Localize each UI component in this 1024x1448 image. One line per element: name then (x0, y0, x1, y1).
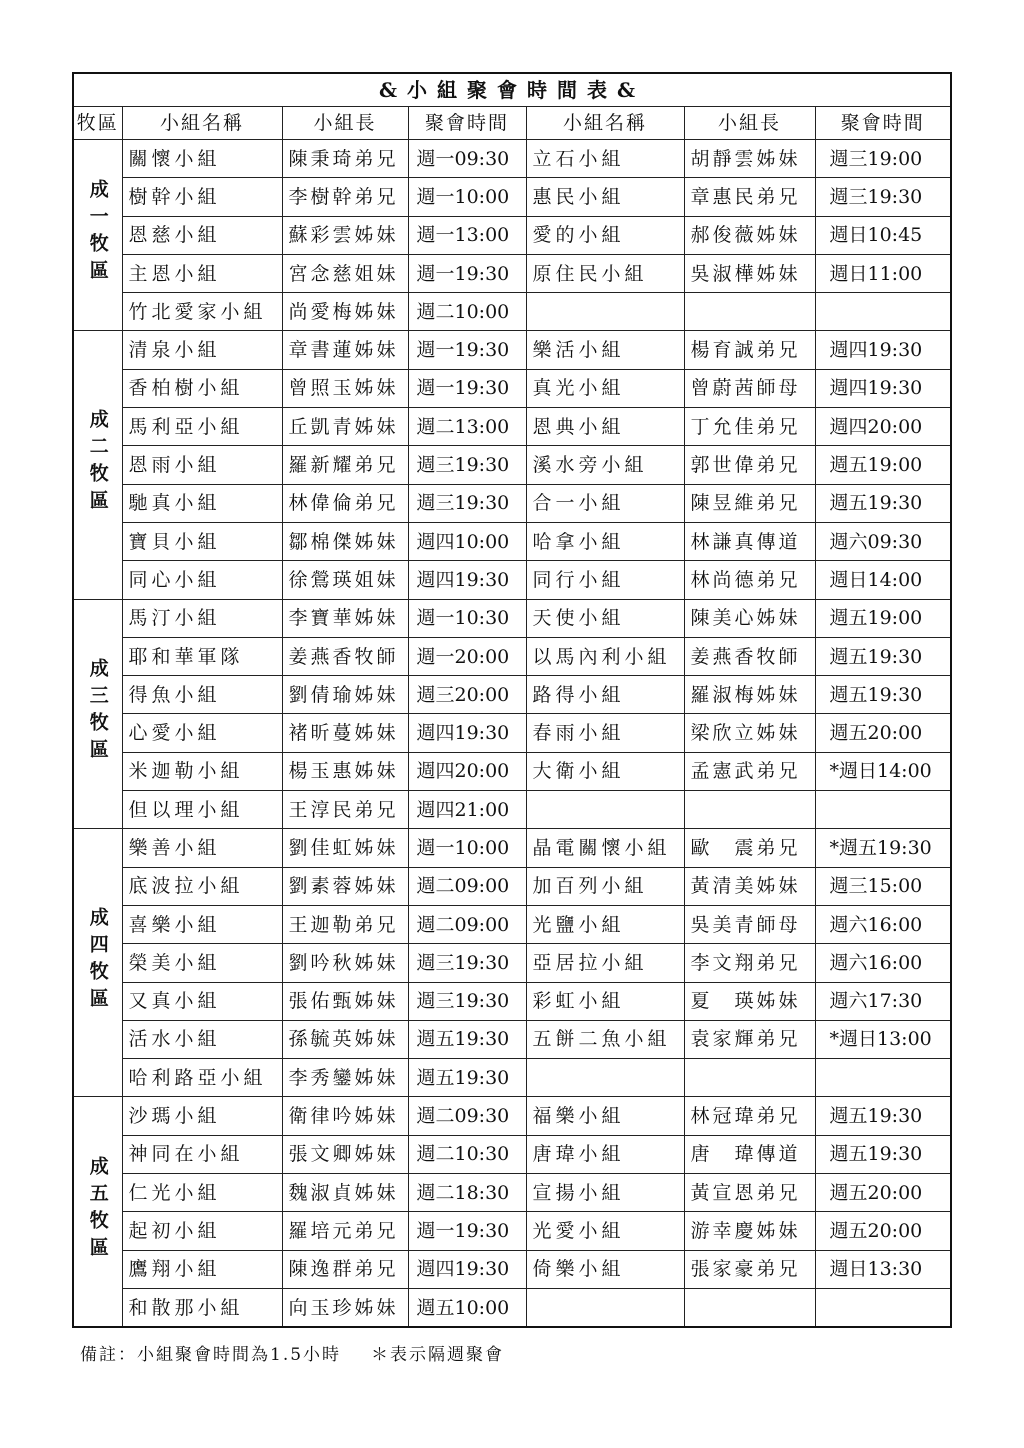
table-row (73, 982, 951, 1020)
meeting-time-2: 週五19:30 (815, 484, 951, 522)
leader-name: 曾照玉姊妹 (282, 369, 408, 407)
meeting-time-2 (815, 293, 951, 331)
meeting-time: 週三19:30 (408, 982, 526, 1020)
meeting-time-2: *週日13:00 (815, 1020, 951, 1058)
meeting-time: 週一10:30 (408, 599, 526, 637)
meeting-time-2: *週日14:00 (815, 752, 951, 790)
table-row (73, 637, 951, 675)
schedule-body (73, 140, 951, 1328)
leader-name: 魏淑貞姊妹 (282, 1174, 408, 1212)
group-name-2 (526, 293, 684, 331)
leader-name: 鄒棉傑姊妹 (282, 522, 408, 560)
table-row (73, 714, 951, 752)
leader-name: 楊玉惠姊妹 (282, 752, 408, 790)
group-name-2: 真光小組 (526, 369, 684, 407)
group-name: 恩慈小組 (122, 216, 282, 254)
parish-label (73, 140, 122, 331)
group-name: 活水小組 (122, 1020, 282, 1058)
meeting-time-2 (815, 1059, 951, 1097)
table-row (73, 944, 951, 982)
table-row (73, 867, 951, 905)
table-row (73, 752, 951, 790)
group-name-2: 哈拿小組 (526, 522, 684, 560)
leader-name-2: 張家豪弟兄 (684, 1250, 815, 1288)
leader-name-2: 唐 瑋傳道 (684, 1135, 815, 1173)
leader-name: 宮念慈姐妹 (282, 254, 408, 292)
group-name: 米迦勒小組 (122, 752, 282, 790)
group-name-2: 福樂小組 (526, 1097, 684, 1135)
group-name: 鷹翔小組 (122, 1250, 282, 1288)
meeting-time-2: 週五19:00 (815, 446, 951, 484)
table-title: &小組聚會時間表& (73, 73, 951, 107)
meeting-time-2: *週五19:30 (815, 829, 951, 867)
group-name: 樹幹小組 (122, 178, 282, 216)
leader-name: 陳秉琦弟兄 (282, 140, 408, 178)
group-name: 寶貝小組 (122, 522, 282, 560)
meeting-time-2: 週五19:30 (815, 676, 951, 714)
leader-name: 劉素蓉姊妹 (282, 867, 408, 905)
group-name-2: 大衛小組 (526, 752, 684, 790)
leader-name: 李樹幹弟兄 (282, 178, 408, 216)
meeting-time-2: 週四20:00 (815, 408, 951, 446)
parish-label (73, 1097, 122, 1327)
table-row (73, 1250, 951, 1288)
table-row (73, 1059, 951, 1097)
table-row (73, 293, 951, 331)
leader-name: 姜燕香牧師 (282, 637, 408, 675)
leader-name-2: 丁允佳弟兄 (684, 408, 815, 446)
leader-name-2: 胡靜雲姊妹 (684, 140, 815, 178)
group-name-2: 同行小組 (526, 561, 684, 599)
group-name: 竹北愛家小組 (122, 293, 282, 331)
parish-name: 成一牧區 (86, 179, 109, 288)
group-name-2: 光鹽小組 (526, 905, 684, 943)
title-row (73, 73, 951, 107)
group-name-2: 樂活小組 (526, 331, 684, 369)
group-name-2: 彩虹小組 (526, 982, 684, 1020)
group-name-2: 原住民小組 (526, 254, 684, 292)
group-name: 得魚小組 (122, 676, 282, 714)
leader-name: 王迦勒弟兄 (282, 905, 408, 943)
meeting-time: 週四19:30 (408, 1250, 526, 1288)
leader-name-2: 郭世偉弟兄 (684, 446, 815, 484)
header-row (73, 107, 951, 140)
meeting-time-2: 週四19:30 (815, 331, 951, 369)
group-name: 主恩小組 (122, 254, 282, 292)
leader-name: 劉倩瑜姊妹 (282, 676, 408, 714)
meeting-time: 週二09:30 (408, 1097, 526, 1135)
meeting-time: 週二09:00 (408, 867, 526, 905)
group-name-2 (526, 1288, 684, 1327)
leader-name-2 (684, 791, 815, 829)
group-name-2: 合一小組 (526, 484, 684, 522)
leader-name-2: 陳昱維弟兄 (684, 484, 815, 522)
table-row (73, 1212, 951, 1250)
meeting-time: 週二18:30 (408, 1174, 526, 1212)
group-name: 心愛小組 (122, 714, 282, 752)
table-row (73, 446, 951, 484)
parish-name: 成二牧區 (86, 409, 109, 518)
group-name-2: 唐瑋小組 (526, 1135, 684, 1173)
meeting-time: 週二13:00 (408, 408, 526, 446)
group-name: 恩雨小組 (122, 446, 282, 484)
meeting-time: 週一09:30 (408, 140, 526, 178)
group-name: 哈利路亞小組 (122, 1059, 282, 1097)
group-name: 沙瑪小組 (122, 1097, 282, 1135)
footnote (80, 1340, 504, 1365)
group-name: 底波拉小組 (122, 867, 282, 905)
leader-name-2: 陳美心姊妹 (684, 599, 815, 637)
meeting-time-2: 週六16:00 (815, 944, 951, 982)
leader-name: 張文卿姊妹 (282, 1135, 408, 1173)
group-name: 喜樂小組 (122, 905, 282, 943)
meeting-time-2: 週五20:00 (815, 1174, 951, 1212)
meeting-time: 週三19:30 (408, 484, 526, 522)
table-row (73, 829, 951, 867)
table-row (73, 216, 951, 254)
meeting-time-2: 週五19:30 (815, 1135, 951, 1173)
group-name-2: 亞居拉小組 (526, 944, 684, 982)
table-row (73, 408, 951, 446)
meeting-time: 週一20:00 (408, 637, 526, 675)
meeting-time: 週五19:30 (408, 1059, 526, 1097)
meeting-time-2: 週日10:45 (815, 216, 951, 254)
table-row (73, 178, 951, 216)
leader-name-2: 孟憲武弟兄 (684, 752, 815, 790)
leader-name: 王淳民弟兄 (282, 791, 408, 829)
leader-name: 褚昕蔓姊妹 (282, 714, 408, 752)
meeting-time-2: 週六16:00 (815, 905, 951, 943)
meeting-time: 週三20:00 (408, 676, 526, 714)
meeting-time-2: 週日14:00 (815, 561, 951, 599)
group-name: 和散那小組 (122, 1288, 282, 1327)
group-name: 馳真小組 (122, 484, 282, 522)
table-row (73, 1135, 951, 1173)
header-meeting-time: 聚會時間 (408, 107, 526, 140)
parish-name: 成五牧區 (86, 1155, 109, 1264)
leader-name-2: 郝俊薇姊妹 (684, 216, 815, 254)
group-name-2: 以馬內利小組 (526, 637, 684, 675)
leader-name: 羅培元弟兄 (282, 1212, 408, 1250)
group-name-2 (526, 791, 684, 829)
group-name: 馬利亞小組 (122, 408, 282, 446)
meeting-time-2: 週五20:00 (815, 1212, 951, 1250)
leader-name-2: 吳美青師母 (684, 905, 815, 943)
meeting-time: 週四19:30 (408, 561, 526, 599)
group-name: 關懷小組 (122, 140, 282, 178)
group-name-2: 恩典小組 (526, 408, 684, 446)
leader-name: 劉吟秋姊妹 (282, 944, 408, 982)
header-meeting-time-2: 聚會時間 (815, 107, 951, 140)
group-name: 起初小組 (122, 1212, 282, 1250)
meeting-time: 週三19:30 (408, 944, 526, 982)
leader-name: 劉佳虹姊妹 (282, 829, 408, 867)
table-row (73, 254, 951, 292)
group-name-2: 立石小組 (526, 140, 684, 178)
meeting-time: 週三19:30 (408, 446, 526, 484)
table-row (73, 1097, 951, 1135)
parish-label (73, 331, 122, 599)
leader-name: 衛律吟姊妹 (282, 1097, 408, 1135)
leader-name: 羅新耀弟兄 (282, 446, 408, 484)
group-name-2: 溪水旁小組 (526, 446, 684, 484)
meeting-time: 週二10:30 (408, 1135, 526, 1173)
group-name: 但以理小組 (122, 791, 282, 829)
leader-name-2: 游幸慶姊妹 (684, 1212, 815, 1250)
meeting-time-2 (815, 791, 951, 829)
meeting-time: 週一19:30 (408, 254, 526, 292)
meeting-time-2: 週六17:30 (815, 982, 951, 1020)
leader-name-2: 楊育誠弟兄 (684, 331, 815, 369)
leader-name-2: 羅淑梅姊妹 (684, 676, 815, 714)
group-name-2: 春雨小組 (526, 714, 684, 752)
table-row (73, 331, 951, 369)
group-name-2: 光愛小組 (526, 1212, 684, 1250)
leader-name-2: 梁欣立姊妹 (684, 714, 815, 752)
group-name-2: 倚樂小組 (526, 1250, 684, 1288)
meeting-time: 週一19:30 (408, 1212, 526, 1250)
header-leader-2: 小組長 (684, 107, 815, 140)
group-name: 馬汀小組 (122, 599, 282, 637)
table-row (73, 1174, 951, 1212)
group-name-2: 愛的小組 (526, 216, 684, 254)
leader-name-2: 姜燕香牧師 (684, 637, 815, 675)
header-leader: 小組長 (282, 107, 408, 140)
leader-name-2: 袁家輝弟兄 (684, 1020, 815, 1058)
leader-name: 林偉倫弟兄 (282, 484, 408, 522)
meeting-time: 週四21:00 (408, 791, 526, 829)
leader-name-2: 李文翔弟兄 (684, 944, 815, 982)
meeting-time-2: 週五19:00 (815, 599, 951, 637)
leader-name-2: 林冠瑋弟兄 (684, 1097, 815, 1135)
leader-name: 丘凱青姊妹 (282, 408, 408, 446)
group-name: 樂善小組 (122, 829, 282, 867)
leader-name-2: 章惠民弟兄 (684, 178, 815, 216)
table-row (73, 1288, 951, 1327)
meeting-time: 週一19:30 (408, 369, 526, 407)
header-parish: 牧區 (73, 107, 122, 140)
group-name-2: 惠民小組 (526, 178, 684, 216)
group-name-2 (526, 1059, 684, 1097)
leader-name-2: 林尚德弟兄 (684, 561, 815, 599)
leader-name-2: 黃宣恩弟兄 (684, 1174, 815, 1212)
meeting-time-2 (815, 1288, 951, 1327)
meeting-time-2: 週六09:30 (815, 522, 951, 560)
meeting-time: 週一10:00 (408, 178, 526, 216)
leader-name: 張佑甄姊妹 (282, 982, 408, 1020)
meeting-time-2: 週日13:30 (815, 1250, 951, 1288)
meeting-time: 週二09:00 (408, 905, 526, 943)
header-group-name-2: 小組名稱 (526, 107, 684, 140)
table-row (73, 140, 951, 178)
table-row (73, 791, 951, 829)
parish-label (73, 599, 122, 829)
leader-name-2: 黃清美姊妹 (684, 867, 815, 905)
leader-name: 向玉珍姊妹 (282, 1288, 408, 1327)
group-name: 神同在小組 (122, 1135, 282, 1173)
leader-name: 蘇彩雲姊妹 (282, 216, 408, 254)
leader-name: 孫毓英姊妹 (282, 1020, 408, 1058)
parish-name: 成三牧區 (86, 657, 109, 766)
meeting-time-2: 週五20:00 (815, 714, 951, 752)
leader-name-2 (684, 1059, 815, 1097)
footnote-duration: 備註：小組聚會時間為1.5小時 (80, 1345, 342, 1365)
meeting-time-2: 週三15:00 (815, 867, 951, 905)
meeting-time-2: 週五19:30 (815, 637, 951, 675)
group-name-2: 五餅二魚小組 (526, 1020, 684, 1058)
group-name-2: 晶電關懷小組 (526, 829, 684, 867)
group-name: 仁光小組 (122, 1174, 282, 1212)
group-name: 榮美小組 (122, 944, 282, 982)
group-name: 香柏樹小組 (122, 369, 282, 407)
parish-label (73, 829, 122, 1097)
meeting-time: 週一10:00 (408, 829, 526, 867)
meeting-time: 週五10:00 (408, 1288, 526, 1327)
meeting-time: 週四19:30 (408, 714, 526, 752)
meeting-time: 週一19:30 (408, 331, 526, 369)
table-row (73, 522, 951, 560)
parish-name: 成四牧區 (86, 906, 109, 1015)
group-name-2: 宣揚小組 (526, 1174, 684, 1212)
meeting-time-2: 週四19:30 (815, 369, 951, 407)
leader-name-2 (684, 1288, 815, 1327)
meeting-time-2: 週三19:30 (815, 178, 951, 216)
group-name: 又真小組 (122, 982, 282, 1020)
leader-name-2: 曾蔚茜師母 (684, 369, 815, 407)
leader-name-2: 夏 瑛姊妹 (684, 982, 815, 1020)
header-group-name: 小組名稱 (122, 107, 282, 140)
leader-name: 章書蓮姊妹 (282, 331, 408, 369)
leader-name-2: 林謙真傳道 (684, 522, 815, 560)
leader-name: 陳逸群弟兄 (282, 1250, 408, 1288)
leader-name: 李秀鑾姊妹 (282, 1059, 408, 1097)
table-row (73, 484, 951, 522)
table-row (73, 676, 951, 714)
meeting-time: 週四20:00 (408, 752, 526, 790)
group-name: 耶和華軍隊 (122, 637, 282, 675)
leader-name: 李寶華姊妹 (282, 599, 408, 637)
group-name: 同心小組 (122, 561, 282, 599)
meeting-time: 週二10:00 (408, 293, 526, 331)
schedule-table (72, 72, 952, 1328)
table-row (73, 905, 951, 943)
group-name-2: 加百列小組 (526, 867, 684, 905)
meeting-time: 週一13:00 (408, 216, 526, 254)
leader-name-2: 吳淑樺姊妹 (684, 254, 815, 292)
group-name: 清泉小組 (122, 331, 282, 369)
leader-name-2: 歐 震弟兄 (684, 829, 815, 867)
leader-name: 徐鶯瑛姐妹 (282, 561, 408, 599)
meeting-time-2: 週三19:00 (815, 140, 951, 178)
group-name-2: 天使小組 (526, 599, 684, 637)
footnote-asterisk-legend: ＊表示隔週聚會 (371, 1345, 505, 1365)
table-row (73, 369, 951, 407)
table-row (73, 1020, 951, 1058)
leader-name: 尚愛梅姊妹 (282, 293, 408, 331)
meeting-time: 週四10:00 (408, 522, 526, 560)
table-row (73, 599, 951, 637)
leader-name-2 (684, 293, 815, 331)
meeting-time: 週五19:30 (408, 1020, 526, 1058)
meeting-time-2: 週日11:00 (815, 254, 951, 292)
meeting-time-2: 週五19:30 (815, 1097, 951, 1135)
group-name-2: 路得小組 (526, 676, 684, 714)
table-row (73, 561, 951, 599)
